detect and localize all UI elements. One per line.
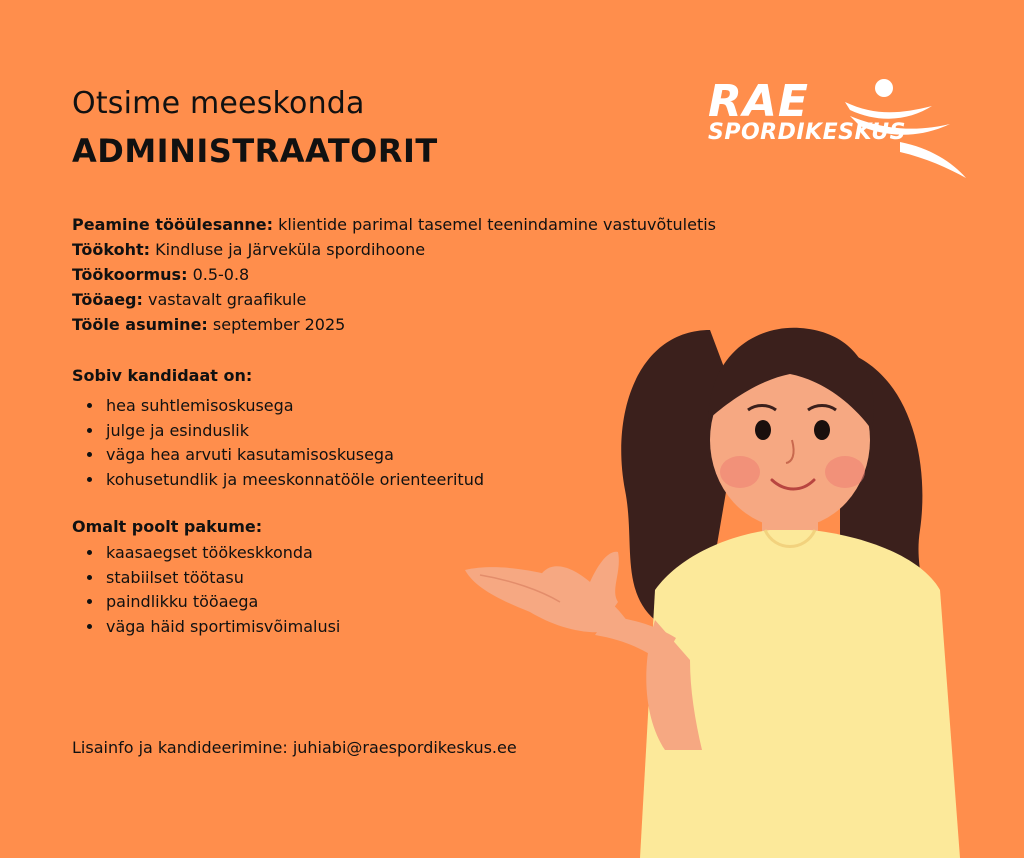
detail-label: Peamine tööülesanne: <box>72 215 274 234</box>
detail-value: klientide parimal tasemel teenindamine vastuvõtuletis <box>278 215 717 234</box>
woman-illustration <box>440 290 1024 858</box>
offer-list <box>72 541 340 639</box>
detail-value: september 2025 <box>212 315 346 334</box>
detail-label: Töökoormus: <box>72 265 188 284</box>
list-item: • paindlikku tööaega <box>104 590 340 615</box>
candidate-heading: Sobiv kandidaat on: <box>72 366 253 385</box>
page-headline: Otsime meeskonda <box>72 86 365 121</box>
detail-label: Tööle asumine: <box>72 315 208 334</box>
contact-line: Lisainfo ja kandideerimine: juhiabi@raespordikeskus.ee <box>72 738 517 757</box>
candidate-list <box>72 394 484 492</box>
detail-value: vastavalt graafikule <box>148 290 307 309</box>
detail-row <box>72 237 716 262</box>
left-eye <box>755 420 771 440</box>
list-item: • julge ja esinduslik <box>104 419 484 444</box>
rae-spordikeskus-logo <box>700 76 980 186</box>
list-item: • hea suhtlemisoskusega <box>104 394 484 419</box>
logo-spordikeskus-text: SPORDIKESKUS <box>708 120 906 145</box>
detail-label: Tööaeg: <box>72 290 143 309</box>
offer-heading: Omalt poolt pakume: <box>72 517 263 536</box>
detail-value: 0.5-0.8 <box>192 265 250 284</box>
detail-label: Töökoht: <box>72 240 151 259</box>
right-eye <box>814 420 830 440</box>
list-item: • stabiilset töötasu <box>104 566 340 591</box>
list-item: • kaasaegset töökeskkonda <box>104 541 340 566</box>
list-item: • kohusetundlik ja meeskonnatööle orienteeritud <box>104 468 484 493</box>
detail-row <box>72 212 716 237</box>
detail-row <box>72 262 716 287</box>
detail-value: Kindluse ja Järveküla spordihoone <box>155 240 426 259</box>
page-title: ADMINISTRAATORIT <box>72 132 438 170</box>
logo-rae-text: RAE <box>708 76 809 127</box>
list-item: • väga hea arvuti kasutamisoskusega <box>104 443 484 468</box>
list-item: • väga häid sportimisvõimalusi <box>104 615 340 640</box>
